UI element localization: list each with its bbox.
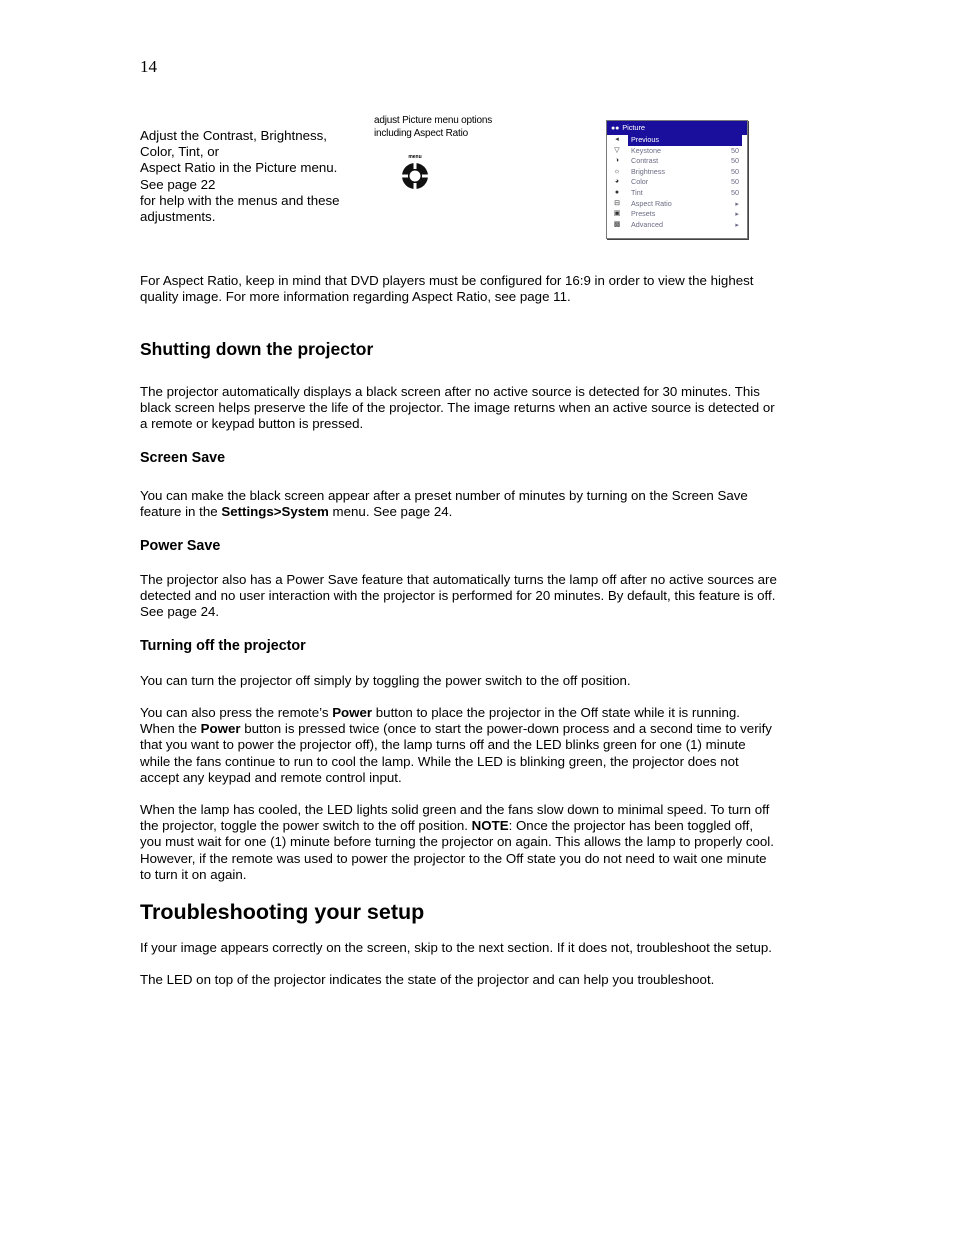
text-line: to turn it on again. (140, 866, 247, 882)
text-line: accept any keypad and remote control input. (140, 769, 402, 785)
shutdown-paragraph (140, 384, 820, 433)
picture-menu-screenshot (606, 120, 748, 239)
bold-text: Power (200, 721, 241, 737)
menu-button-label: menu (408, 154, 422, 160)
osd-menu-item-value: 50 (731, 177, 739, 187)
osd-menu-item-value: 50 (731, 145, 739, 155)
osd-menu-item (607, 146, 747, 157)
tint-icon: ● (614, 188, 620, 196)
screen-save-paragraph (140, 488, 820, 520)
osd-menu-item-label: Color (631, 177, 649, 187)
intro-line: See page 22 (140, 176, 216, 192)
page-number: 14 (140, 57, 157, 76)
color-icon: ◕ (614, 178, 620, 186)
osd-menu-item-value: 50 (731, 187, 739, 197)
bold-text: Power (332, 705, 373, 720)
section-heading: Troubleshooting your setup (140, 900, 425, 924)
text-run: button is pressed twice (once to start the power-down process and a second time to verify (240, 721, 772, 737)
text-run: feature in the (140, 504, 222, 520)
troubleshooting-paragraph-2: The LED on top of the projector indicates the state of the projector and can help you troubleshoot. (140, 972, 715, 987)
text-line: while the fans continue to run to cool the lamp. While the LED is blinking green, the projector does not (140, 753, 739, 769)
osd-title: Picture (622, 123, 645, 132)
turning-off-paragraph-3 (140, 802, 820, 883)
bold-text: Settings>System (221, 504, 329, 520)
intro-line: Aspect Ratio in the Picture menu. (140, 160, 338, 176)
bold-text: NOTE (471, 818, 509, 834)
contrast-icon: ◑ (614, 157, 620, 165)
subsection-heading: Screen Save (140, 450, 226, 466)
osd-menu-item-label: Aspect Ratio (631, 198, 672, 208)
keystone-icon: ▽ (614, 146, 620, 154)
text-line: The projector also has a Power Save feature that automatically turns the lamp off after no active sources are (140, 572, 777, 587)
osd-menu-item-value: 50 (731, 156, 739, 166)
osd-menu-item-value: ▸ (735, 219, 739, 229)
power-save-paragraph (140, 572, 820, 621)
osd-menu-item-label: Presets (631, 209, 656, 219)
text-line: black screen helps preserve the life of the projector. The image returns when an active source is detected or (140, 400, 775, 416)
osd-menu-item (607, 177, 747, 188)
osd-menu-item-label: Contrast (631, 156, 659, 166)
osd-menu-item-label: Advanced (631, 219, 663, 229)
text-line (140, 504, 820, 520)
subsection-heading: Turning off the projector (140, 638, 306, 654)
menu-button-illustration (399, 152, 433, 194)
osd-items (607, 135, 747, 230)
text-line: quality image. For more information regarding Aspect Ratio, see page 11. (140, 289, 571, 305)
intro-text (140, 128, 365, 225)
text-line (140, 818, 820, 834)
text-line: When the lamp has cooled, the LED lights solid green and the fans slow down to minimal speed. To turn off (140, 802, 770, 817)
text-line (140, 721, 820, 737)
turning-off-paragraph-1: You can turn the projector off simply by toggling the power switch to the off position. (140, 673, 631, 688)
text-line (140, 705, 820, 721)
brightness-icon: ☼ (613, 167, 621, 175)
osd-menu-item (607, 167, 747, 178)
text-line: The projector automatically displays a black screen after no active source is detected for 30 minutes. This (140, 384, 760, 399)
text-line: you must wait for one (1) minute before turning the projector on again. This allows the lamp to properly cool. (140, 834, 774, 850)
text-line: See page 24. (140, 604, 220, 620)
osd-menu-item (607, 199, 747, 210)
caption-line: adjust Picture menu options (374, 115, 493, 126)
intro-line: Adjust the Contrast, Brightness, (140, 128, 327, 143)
text-line: However, if the remote was used to power the projector to the Off state you do not need to wait one minute (140, 850, 767, 866)
text-run: the projector, toggle the power switch to the off position. (140, 818, 472, 834)
subsection-heading: Power Save (140, 538, 221, 554)
osd-menu-item-value: ▸ (735, 198, 739, 208)
osd-menu-item-label: Brightness (631, 166, 665, 176)
troubleshooting-paragraph-1: If your image appears correctly on the screen, skip to the next section. If it does not, troubleshoot the setup. (140, 940, 772, 955)
dots-icon: ●● (611, 125, 620, 132)
text-line: that you want to power the projector off), the lamp turns off and the LED blinks green for one (1) minute (140, 737, 746, 753)
text-run: When the (140, 721, 201, 737)
osd-title-bar (607, 121, 747, 135)
text-line: detected and no user interaction with the projector is performed for 20 minutes. By default, this feature is off. (140, 588, 776, 604)
text-run: You can also press the remote’s (140, 705, 333, 720)
intro-line: Color, Tint, or (140, 144, 220, 160)
osd-menu-item-value: 50 (731, 166, 739, 176)
osd-menu-item (607, 209, 747, 220)
turning-off-paragraph-2 (140, 705, 820, 786)
osd-menu-item-label: Keystone (631, 145, 661, 155)
text-line: a remote or keypad button is pressed. (140, 416, 364, 432)
text-line: You can make the black screen appear after a preset number of minutes by turning on the Screen Save (140, 488, 748, 503)
caption-line: including Aspect Ratio (374, 128, 468, 139)
figure-caption (374, 114, 492, 140)
presets-icon: ▣ (613, 210, 621, 218)
osd-menu-item-label: Previous (628, 135, 742, 146)
osd-menu-item-label: Tint (631, 187, 643, 197)
intro-line: adjustments. (140, 209, 216, 225)
back-arrow-icon: ◂ (615, 136, 619, 143)
osd-menu-item (607, 135, 747, 146)
osd-menu-item-value: ▸ (735, 209, 739, 219)
text-line: For Aspect Ratio, keep in mind that DVD players must be configured for 16:9 in order to view the highest (140, 273, 754, 288)
aspect-ratio-icon: ⊟ (614, 199, 620, 207)
osd-menu-item (607, 156, 747, 167)
section-heading: Shutting down the projector (140, 339, 374, 359)
aspect-ratio-note (140, 273, 820, 305)
intro-line: for help with the menus and these (140, 192, 340, 208)
advanced-icon: ▩ (613, 220, 621, 228)
text-run: menu. See page 24. (328, 504, 453, 520)
osd-menu-item (607, 220, 747, 231)
text-run: : Once the projector has been toggled off, (508, 818, 754, 834)
text-run: button to place the projector in the Off state while it is running. (372, 705, 740, 720)
osd-menu-item (607, 188, 747, 199)
